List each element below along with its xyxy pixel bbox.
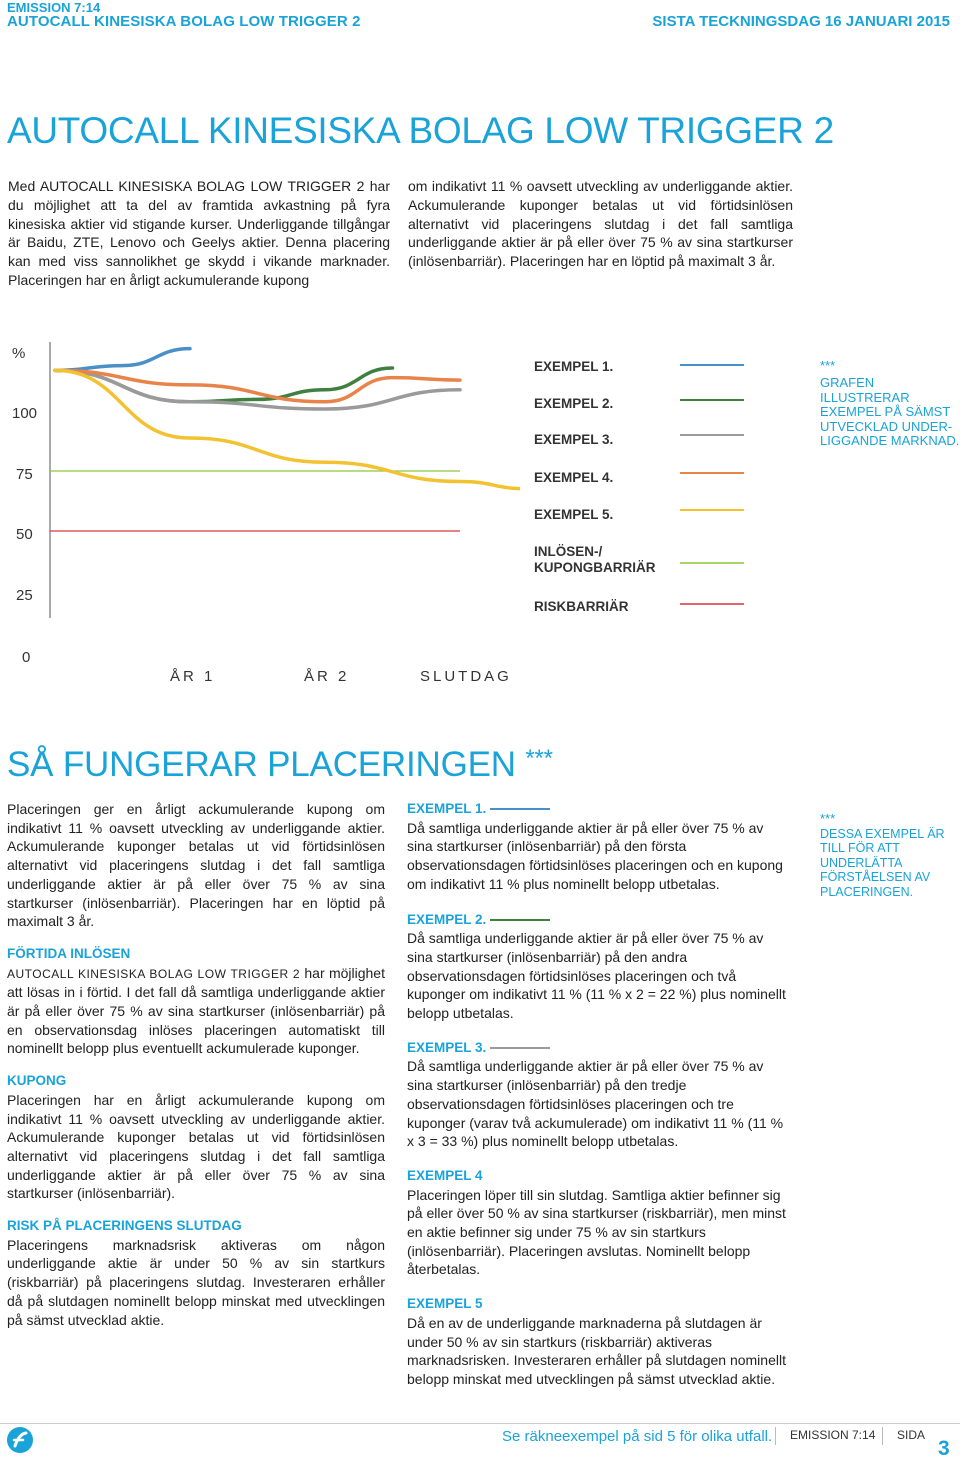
intro-text-left: Med AUTOCALL KINESISKA BOLAG LOW TRIGGER 2 har du möjlighet att ta del av framtida avkastning på fyra kinesiska aktier vid stigande kurser. Underliggande tillgångar är Baidu, ZTE, Lenovo och Geelys aktier. Denna placering kan med viss sannolikhet ge skydd i vikande marknader. Placeringen har en årligt ackumulerande kupong — [8, 178, 390, 288]
x-tick-year2: ÅR 2 — [304, 668, 350, 685]
chart-plot — [0, 330, 520, 630]
chart-note-stars: *** — [820, 358, 836, 373]
header-deadline: SISTA TECKNINGSDAG 16 JANUARI 2015 — [652, 13, 950, 30]
side-note — [820, 812, 960, 899]
risk-heading: RISK PÅ PLACERINGENS SLUTDAG — [7, 1218, 242, 1234]
y-tick-75: 75 — [16, 466, 33, 483]
example-3-line — [490, 1047, 550, 1049]
legend-example-5: EXEMPEL 5. — [534, 507, 614, 522]
legend-coupon-barrier: INLÖSEN-/ KUPONGBARRIÄR — [534, 544, 656, 575]
examples-column — [407, 800, 789, 1405]
footer-link[interactable]: Se räkneexempel på sid 5 för olika utfall. — [502, 1428, 773, 1445]
example-2-title: EXEMPEL 2. — [407, 911, 487, 927]
example-4-title: EXEMPEL 4 — [407, 1167, 483, 1183]
example-2-heading — [407, 911, 789, 930]
example-2 — [407, 911, 789, 1023]
legend-example-2: EXEMPEL 2. — [534, 396, 614, 411]
example-1-heading — [407, 800, 789, 819]
x-tick-year1: ÅR 1 — [170, 668, 216, 685]
example-5 — [407, 1295, 789, 1389]
coupon-heading: KUPONG — [7, 1073, 67, 1089]
legend-example-4: EXEMPEL 4. — [534, 470, 614, 485]
logo-icon — [6, 1426, 34, 1454]
coupon-text: Placeringen har en årligt ackumulerande kupong om indikativt 11 % oavsett utveckling av underliggande aktier. Ackumulerande kuponger betalas ut vid förtidsinlösen alternativt vid placeringens slutdag i det fall samtliga underliggande aktier är på eller över 75 % av sina startkurser (inlösenbarriär). — [7, 1091, 385, 1202]
section-title-text: SÅ FUNGERAR PLACERINGEN — [7, 745, 516, 784]
section-title — [7, 745, 553, 785]
example-1-title: EXEMPEL 1. — [407, 801, 487, 816]
series-line-1 — [55, 349, 190, 371]
example-1-text: Då samtliga underliggande aktier är på eller över 75 % av sina startkurser (inlösenbarriär) på den första observationsdagen förtidsinlöses placeringen och en kupong om indikativt 11 % plus nominellt belopp utbetalas. — [407, 819, 783, 892]
example-1 — [407, 800, 789, 894]
y-tick-50: 50 — [16, 526, 33, 543]
example-5-title: EXEMPEL 5 — [407, 1296, 483, 1312]
example-4 — [407, 1167, 789, 1279]
example-2-text: Då samtliga underliggande aktier är på eller över 75 % av sina startkurser (inlösenbarriär) på den andra observationsdagen förtidsinlöses placeringen och två kuponger om indikativt 11 % (11 % x 2 = 22 %) plus nominellt belopp utbetalas. — [407, 930, 786, 1022]
header-product: AUTOCALL KINESISKA BOLAG LOW TRIGGER 2 — [7, 13, 361, 30]
legend-example-3: EXEMPEL 3. — [534, 432, 614, 447]
page-number: 3 — [938, 1437, 950, 1460]
example-3-text: Då samtliga underliggande aktier är på eller över 75 % av sina startkurser (inlösenbarriär) på den tredje observationsdagen förtidsinlöses placeringen och tre kuponger (varav två ackumulerade) om indikativt 11 % (11 % x 3 = 33 %) plus nominellt belopp utbetalas. — [407, 1058, 784, 1150]
chart-y-label: % — [12, 345, 26, 362]
legend-risk-barrier: RISKBARRIÄR — [534, 599, 629, 614]
legend-swatches — [676, 355, 746, 615]
footer-sida: SIDA — [897, 1428, 926, 1442]
chart-note: GRAFEN ILLUSTRERAR EXEMPEL PÅ SÄMST UTVECKLAD UNDER-LIGGANDE MARKNAD. — [820, 375, 960, 448]
intro-text-right: om indikativt 11 % oavsett utveckling av underliggande aktier. Ackumulerande kuponger betalas ut vid förtidsinlösen alternativt vid placeringens slutdag i det fall samtliga underliggande aktier är på eller över 75 % av sina startkurser (inlösenbarriär). Placeringen har en löptid på maximalt 3 år. — [408, 178, 793, 270]
section-title-stars: *** — [525, 745, 553, 772]
example-3 — [407, 1039, 789, 1151]
example-3-heading — [407, 1039, 789, 1058]
example-5-text: Då en av de underliggande marknaderna på slutdagen är under 50 % av sin startkurs (riskbarriär) aktiveras marknadsrisken. Investeraren erhåller på slutdagen nominellt belopp minskat med utvecklingen på sämst utvecklad aktie. — [407, 1314, 786, 1387]
example-2-line — [490, 919, 550, 921]
side-note-text: DESSA EXEMPEL ÄR TILL FÖR ATT UNDERLÄTTA FÖRSTÅELSEN AV PLACERINGEN. — [820, 826, 945, 899]
example-4-heading — [407, 1167, 789, 1186]
example-5-heading — [407, 1295, 789, 1314]
early-product-name: AUTOCALL KINESISKA BOLAG LOW TRIGGER 2 — [7, 966, 301, 981]
early-redemption-heading: FÖRTIDA INLÖSEN — [7, 945, 131, 961]
y-tick-0: 0 — [22, 649, 31, 666]
x-tick-final: SLUTDAG — [420, 668, 512, 685]
footer-rule — [0, 1423, 960, 1424]
early-redemption-body: har möjlighet att lösas in i förtid. I det fall då samtliga underliggande aktier är på eller över 75 % av sina startkurser (inlösenbarriär) på en observationsdag inlöses placeringen automatiskt till nominellt belopp plus eventuellt ackumulerade kuponger. — [7, 964, 385, 1057]
risk-text: Placeringens marknadsrisk aktiveras om någon underliggande aktie är under 50 % av sin startkurs (riskbarriär) på placeringens slutdag. Investeraren erhåller då på slutdagen nominellt belopp minskat med utvecklingen på sämst utvecklad aktie. — [7, 1236, 385, 1328]
header-emission: EMISSION 7:14 — [7, 0, 101, 15]
footer-divider-1 — [775, 1427, 776, 1445]
example-1-line — [490, 808, 550, 810]
y-tick-100: 100 — [12, 405, 38, 422]
explanation-column — [7, 800, 385, 1329]
footer-divider-2 — [882, 1427, 883, 1445]
early-redemption-text — [7, 964, 385, 1059]
y-tick-25: 25 — [16, 587, 33, 604]
page-title: AUTOCALL KINESISKA BOLAG LOW TRIGGER 2 — [7, 110, 834, 151]
legend-example-1: EXEMPEL 1. — [534, 359, 614, 374]
example-3-title: EXEMPEL 3. — [407, 1039, 487, 1055]
section-intro: Placeringen ger en årligt ackumulerande kupong om indikativt 11 % oavsett utveckling av underliggande aktier. Ackumulerande kuponger betalas ut vid förtidsinlösen alternativt vid placeringens slutdag i det fall samtliga underliggande aktier är på eller över 75 % av sina startkurser (inlösenbarriär). Placeringen har en löptid på maximalt 3 år. — [7, 801, 385, 930]
footer-emission: EMISSION 7:14 — [790, 1428, 876, 1442]
example-4-text: Placeringen löper till sin slutdag. Samtliga aktier befinner sig på eller över 50 % av sina startkurser (riskbarriär), men minst en aktie befinner sig under 75 % av sin startkurs (inlösenbarriär). Placeringen avslutas. Nominellt belopp återbetalas. — [407, 1186, 786, 1278]
side-note-stars: *** — [820, 811, 836, 826]
